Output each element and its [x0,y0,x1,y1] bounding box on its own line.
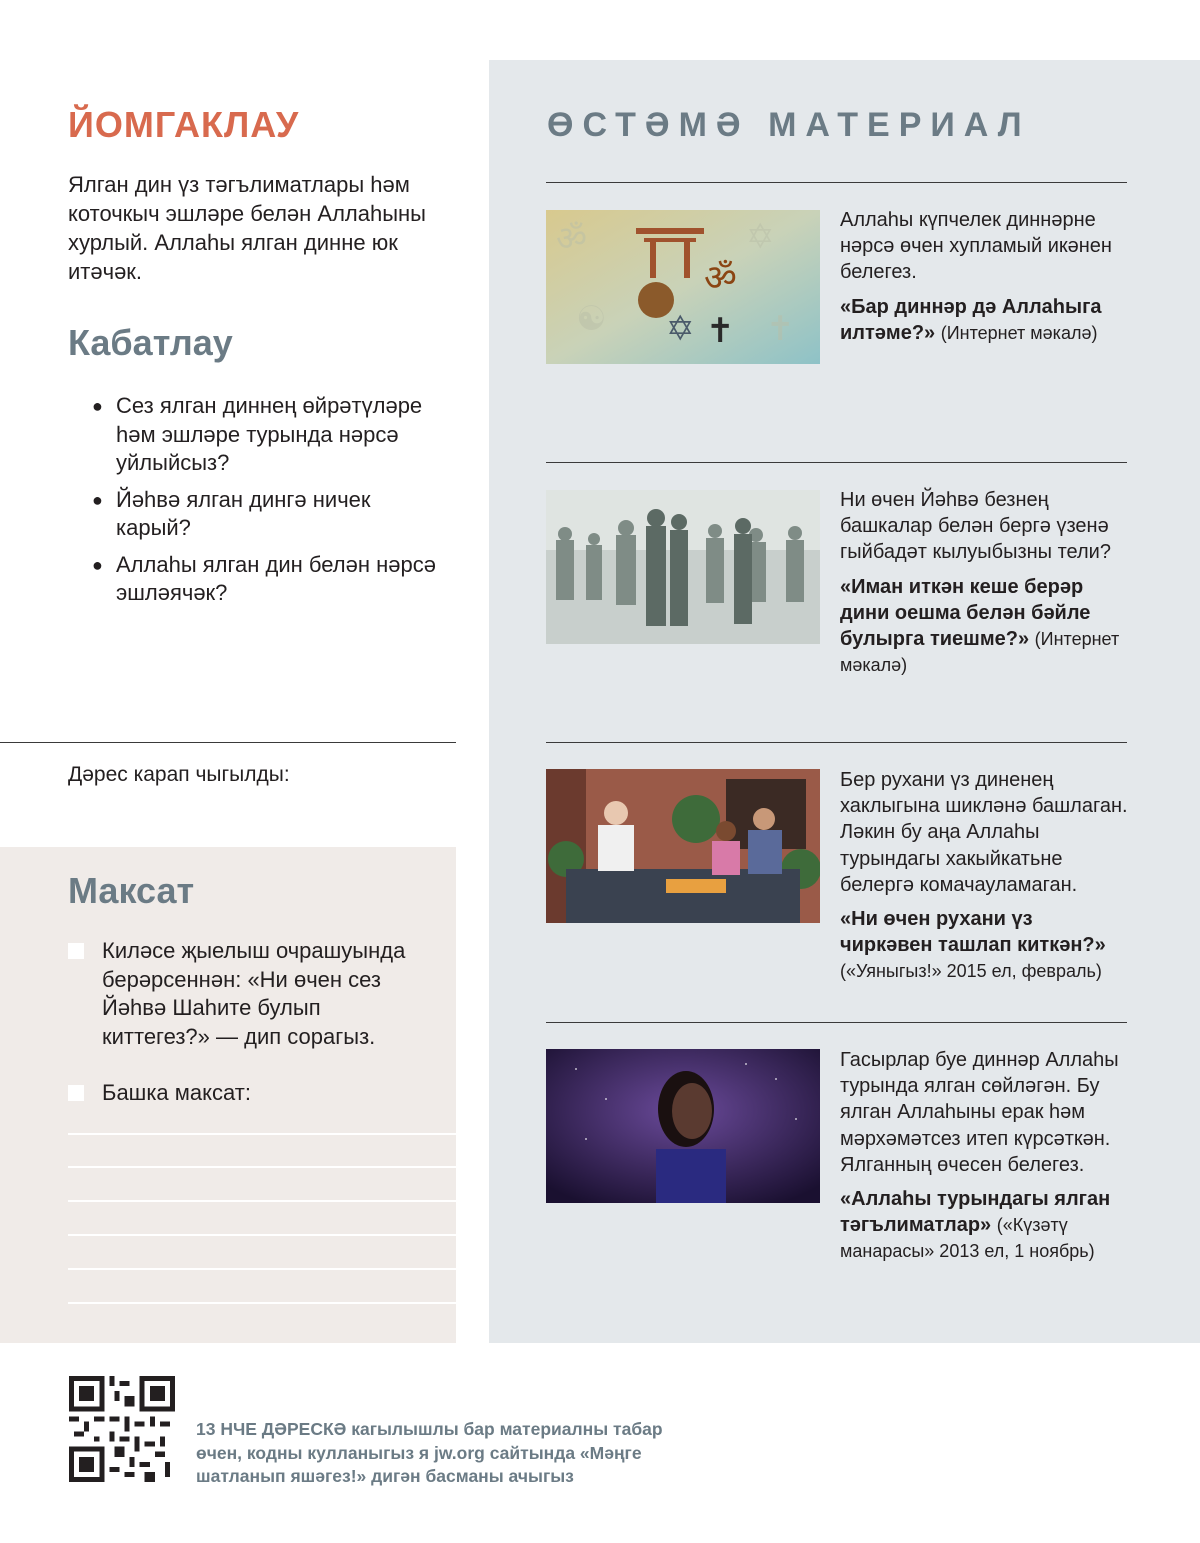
conversation-patio-image[interactable] [546,769,820,923]
write-line[interactable] [68,1166,456,1168]
resource-title[interactable]: «Аллаһы турындагы ялган тәгълиматлар» [840,1188,1111,1237]
woman-night-sky-image[interactable] [546,1049,820,1203]
divider [0,742,456,743]
resource-source: («Күзәтү манарасы» 2013 ел, 1 ноябрь) [840,1215,1095,1262]
goal-panel [0,847,456,1343]
summary-text: Ялган дин үз тәгълиматлары һәм коточкыч эшләре белән Аллаһыны хурлый. Аллаһы ялган динне юк итәчәк. [68,172,426,284]
review-item: ● Сез ялган диннең өйрәтүләре һәм эшләре турында нәрсә уйлыйсыз? [92,393,423,475]
checkbox-icon[interactable] [68,943,84,959]
resource-text [840,1047,1130,1265]
divider [546,462,1127,463]
resource-title[interactable]: «Ни өчен рухани үз чиркәвен ташлап киткән?» [840,908,1106,957]
resource-description: Бер рухани үз диненең хаклыгына шикләнә башлаган. Ләкин бу аңа Аллаһы турындагы хакыйкатьне белергә комачауламаган. [840,769,1128,896]
resource-source: (Интернет мәкалә) [940,322,1098,343]
qr-code-icon[interactable] [68,1376,176,1482]
religious-symbols-image[interactable] [546,210,820,364]
extra-material-panel [489,60,1200,1343]
review-item: ● Аллаһы ялган дин белән нәрсә эшләячәк? [92,551,436,605]
svg-text:☯: ☯ [576,299,607,339]
svg-text:✝: ✝ [706,311,735,351]
resource-description: Гасырлар буе диннәр Аллаһы турында ялган сөйләгән. Бу ялган Аллаһыны ерак һәм мәрхәмәтсез итеп күрсәткән. Ялганның өчесен белегез. [840,1049,1119,1176]
people-gathering-image[interactable] [546,490,820,644]
resource-description: Аллаһы күпчелек диннәрне нәрсә өчен хупламый икәнен белегез. [840,209,1112,284]
svg-text:✡: ✡ [666,309,695,349]
write-line[interactable] [68,1268,456,1270]
summary-heading: ЙОМГАКЛАУ [68,104,300,145]
bullet-icon: ● [92,396,103,416]
svg-text:✝: ✝ [766,309,795,349]
goal-item[interactable]: Киләсе җыелыш очрашуында берәрсеннән: «Ни өчен сез Йәһвә Шаһите булып киттегез?» — дип сорагыз. [68,937,422,1051]
write-line[interactable] [68,1302,456,1304]
footer-text: 13 НЧЕ ДӘРЕСКӘ кагылышлы бар материалны табар өчен, кодны кулланыгыз я jw.org сайтында «Мәңге шатланып яшәгез!» дигән басманы ачыгыз [196,1419,663,1486]
review-heading: Кабатлау [68,322,233,363]
resource-title[interactable]: «Бар диннәр дә Аллаһыга илтәме?» [840,295,1102,344]
resource-source: («Уяныгыз!» 2015 ел, февраль) [840,961,1102,982]
resource-text [840,487,1130,678]
svg-text:ॐ: ॐ [704,258,737,299]
write-line[interactable] [68,1133,456,1135]
svg-text:✡: ✡ [746,217,775,257]
write-line[interactable] [68,1234,456,1236]
divider [546,182,1127,183]
resource-text [840,767,1130,985]
divider [546,1022,1127,1023]
resource-source: (Интернет мәкалә) [840,629,1120,676]
goal-item[interactable]: Башка максат: [68,1079,422,1108]
checkbox-icon[interactable] [68,1085,84,1101]
resource-title[interactable]: «Иман иткән кеше берәр дини оешма белән бәйле булырга тиешме?» [840,575,1091,651]
review-list [92,392,442,616]
resource-text [840,207,1130,346]
lesson-reviewed-label: Дәрес карап чыгылды: [68,763,290,786]
divider [546,742,1127,743]
goal-heading: Максат [68,870,195,911]
resource-description: Ни өчен Йәһвә безнең башкалар белән бергә үзенә гыйбадәт кылуыбызны тели? [840,489,1111,564]
extra-material-heading: ӨСТӘМӘ МАТЕРИАЛ [547,106,1031,144]
bullet-icon: ● [92,554,103,575]
review-item: ● Йәһвә ялган дингә ничек карый? [92,486,371,540]
svg-text:ॐ: ॐ [556,219,588,259]
write-line[interactable] [68,1200,456,1202]
bullet-icon: ● [92,489,103,510]
